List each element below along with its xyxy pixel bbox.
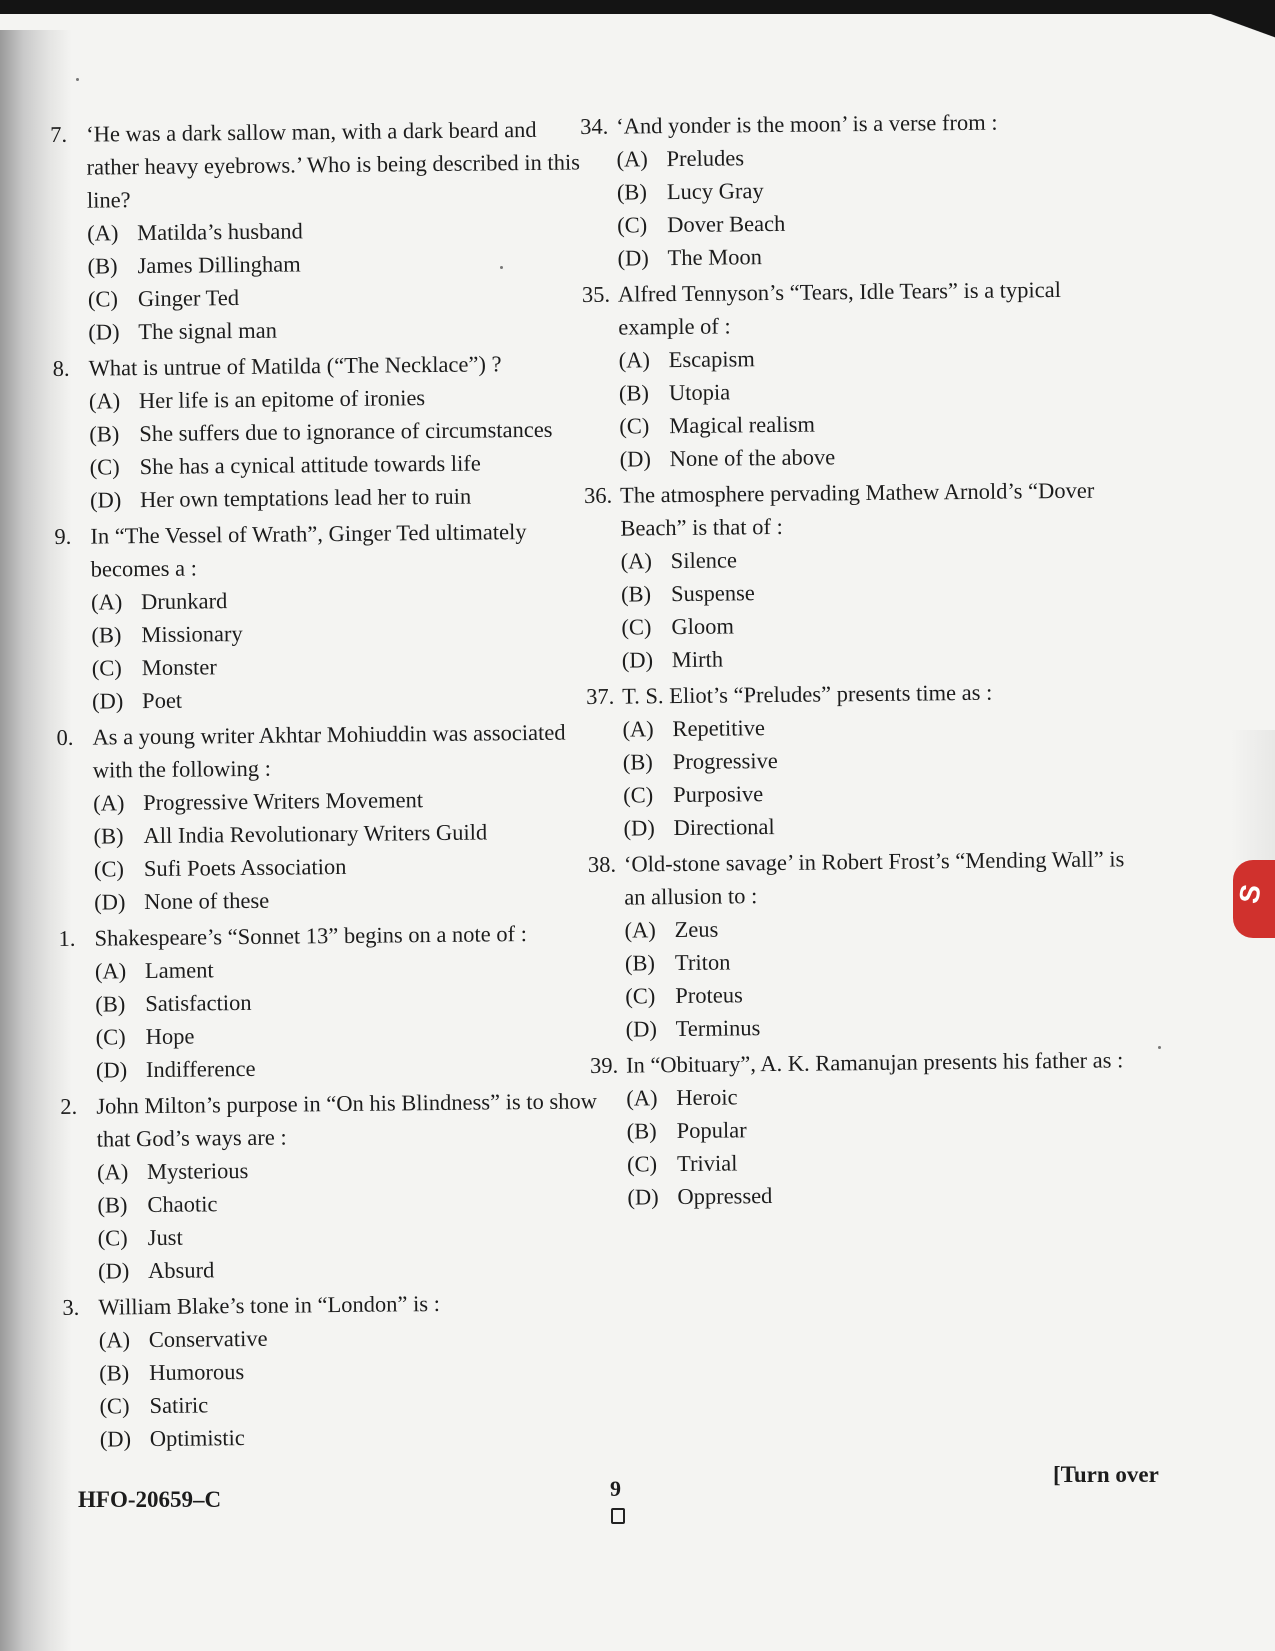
question-text: In “The Vessel of Wrath”, Ginger Ted ultimately becomes a : — [90, 519, 527, 582]
option-text: Drunkard — [140, 588, 228, 615]
question-number: 37. — [586, 683, 615, 709]
option-label: (C) — [626, 1151, 658, 1177]
option-list — [586, 707, 1147, 845]
option-label: (D) — [627, 1184, 659, 1210]
option-text: Her life is an epitome of ironies — [138, 385, 426, 414]
option-label: (C) — [89, 454, 120, 480]
option-label: (D) — [91, 688, 124, 714]
option-label: (A) — [88, 388, 121, 414]
answer-option — [619, 404, 1143, 442]
question-row — [590, 1043, 1150, 1082]
answer-option — [622, 707, 1146, 745]
question-row — [588, 842, 1149, 914]
option-text: Optimistic — [149, 1425, 245, 1452]
answer-option — [91, 613, 595, 651]
question-row — [60, 1084, 601, 1156]
option-list — [57, 781, 598, 919]
option-label: (D) — [625, 1016, 657, 1042]
answer-option — [87, 244, 591, 282]
question-number: 34. — [580, 113, 609, 139]
option-label: (A) — [622, 716, 654, 742]
question-row — [56, 715, 597, 787]
scan-top-edge — [0, 0, 1275, 14]
question-number: 8. — [52, 355, 70, 381]
question-item — [586, 674, 1148, 845]
option-text: Terminus — [675, 1015, 761, 1042]
option-text: Sufi Poets Association — [143, 853, 347, 882]
answer-option — [89, 445, 593, 483]
option-label: (D) — [94, 889, 126, 915]
question-item — [588, 842, 1150, 1046]
answer-option — [621, 572, 1145, 610]
option-text: Progressive Writers Movement — [143, 787, 424, 816]
answer-option — [617, 203, 1141, 241]
option-text: She suffers due to ignorance of circumstances — [139, 416, 553, 447]
question-text: In “Obituary”, A. K. Ramanujan presents his father as : — [625, 1047, 1124, 1078]
question-number: 39. — [589, 1052, 619, 1078]
answer-option — [87, 211, 591, 249]
answer-option — [100, 1417, 604, 1455]
option-text: Silence — [670, 547, 738, 574]
answer-option — [618, 338, 1142, 376]
option-label: (B) — [620, 581, 652, 607]
question-row — [586, 674, 1146, 713]
question-number: 38. — [587, 851, 617, 877]
option-label: (C) — [619, 413, 650, 439]
option-text: Purposive — [673, 781, 764, 808]
option-label: (A) — [626, 1085, 658, 1111]
option-text: Proteus — [675, 982, 743, 1009]
option-list — [582, 338, 1143, 476]
option-label: (C) — [97, 1225, 128, 1251]
answer-option — [627, 1109, 1151, 1147]
option-label: (B) — [89, 421, 120, 447]
option-label: (A) — [98, 1327, 131, 1353]
answer-option — [93, 814, 597, 852]
option-label: (B) — [87, 253, 118, 279]
question-row — [62, 1285, 602, 1324]
option-label: (D) — [88, 319, 120, 345]
answer-option — [92, 646, 596, 684]
option-list — [53, 379, 594, 517]
stamp-letter: S — [1232, 882, 1267, 906]
option-label: (C) — [87, 286, 119, 312]
option-text: The Moon — [667, 244, 763, 271]
answer-option — [625, 941, 1149, 979]
option-label: (A) — [96, 1159, 129, 1185]
answer-option — [622, 638, 1146, 676]
option-label: (C) — [95, 1024, 126, 1050]
question-text: William Blake’s tone in “London” is : — [98, 1290, 441, 1320]
answer-option — [99, 1351, 603, 1389]
option-text: Hope — [145, 1023, 195, 1050]
answer-option — [624, 908, 1148, 946]
option-label: (A) — [620, 548, 653, 574]
option-text: None of the above — [669, 444, 836, 472]
question-row — [582, 272, 1143, 344]
question-text: John Milton’s purpose in “On his Blindness” is to show that God’s ways are : — [96, 1088, 598, 1152]
option-text: Magical realism — [669, 411, 816, 439]
answer-option — [92, 679, 596, 717]
option-list — [61, 1150, 602, 1288]
page-binding-shadow — [0, 30, 52, 1651]
answer-option — [93, 781, 597, 819]
option-text: Ginger Ted — [137, 285, 240, 312]
option-list — [580, 137, 1141, 275]
answer-option — [625, 1007, 1149, 1045]
answer-option — [98, 1249, 602, 1287]
option-text: Progressive — [672, 747, 778, 775]
option-text: Just — [147, 1224, 183, 1251]
option-text: Indifference — [145, 1055, 256, 1083]
answer-option — [89, 412, 593, 450]
question-item — [58, 916, 600, 1087]
turn-over-note: [Turn over — [1053, 1462, 1159, 1487]
option-text: Matilda’s husband — [137, 218, 303, 246]
option-label: (B) — [91, 622, 122, 648]
option-text: Mysterious — [146, 1157, 249, 1185]
option-label: (A) — [624, 917, 656, 943]
option-label: (A) — [616, 146, 648, 172]
option-text: Zeus — [674, 916, 719, 943]
option-label: (B) — [624, 950, 656, 976]
option-text: The signal man — [138, 317, 278, 345]
question-text: The atmosphere pervading Mathew Arnold’s “Dover Beach” is that of : — [619, 477, 1095, 541]
answer-option — [627, 1175, 1151, 1213]
question-item — [582, 272, 1144, 476]
question-item — [580, 104, 1142, 275]
answer-option — [88, 310, 592, 348]
page-box-mark — [611, 1508, 625, 1524]
answer-option — [99, 1318, 603, 1356]
answer-option — [98, 1216, 602, 1254]
question-item — [50, 112, 592, 349]
option-text: Dover Beach — [667, 210, 786, 238]
option-text: Popular — [676, 1117, 747, 1144]
option-text: Conservative — [148, 1325, 268, 1353]
option-list — [585, 539, 1146, 677]
question-text: ‘And yonder is the moon’ is a verse from : — [616, 109, 998, 139]
option-label: (C) — [91, 655, 122, 681]
option-text: Oppressed — [677, 1183, 773, 1210]
option-label: (D) — [99, 1426, 132, 1452]
answer-option — [621, 605, 1145, 643]
option-label: (B) — [97, 1192, 128, 1218]
option-label: (C) — [617, 212, 648, 238]
option-text: Escapism — [668, 346, 755, 373]
option-label: (C) — [623, 782, 654, 808]
question-text: ‘Old-stone savage’ in Robert Frost’s “Mending Wall” is an allusion to : — [623, 846, 1125, 910]
option-label: (A) — [90, 589, 123, 615]
option-text: All India Revolutionary Writers Guild — [143, 819, 488, 849]
option-label: (C) — [621, 614, 652, 640]
option-text: She has a cynical attitude towards life — [139, 450, 481, 480]
question-item — [584, 473, 1146, 677]
right-question-column — [580, 104, 1152, 1217]
option-text: Suspense — [670, 580, 755, 607]
question-text: As a young writer Akhtar Mohiuddin was associated with the following : — [92, 719, 566, 783]
option-label: (D) — [89, 487, 122, 513]
option-text: None of these — [144, 887, 270, 915]
question-item — [52, 346, 594, 517]
option-label: (B) — [99, 1360, 130, 1386]
answer-option — [617, 170, 1141, 208]
scan-speck — [1158, 1046, 1161, 1049]
answer-option — [627, 1142, 1151, 1180]
answer-option — [88, 277, 592, 315]
left-question-column — [50, 112, 604, 1459]
option-text: Absurd — [147, 1257, 215, 1284]
question-number: 3. — [62, 1294, 80, 1320]
question-row — [584, 473, 1145, 545]
option-label: (C) — [93, 856, 124, 882]
question-item — [62, 1285, 604, 1456]
option-text: Missionary — [141, 621, 243, 648]
question-number: 35. — [581, 281, 611, 307]
paper-code: HFO-20659–C — [78, 1487, 222, 1512]
question-row — [54, 514, 595, 586]
option-text: Monster — [141, 654, 217, 681]
option-list — [59, 949, 600, 1087]
question-number: 7. — [50, 121, 68, 147]
question-text: ‘He was a dark sallow man, with a dark beard and rather heavy eyebrows.’ Who is being described in this line? — [86, 116, 581, 213]
option-text: Repetitive — [672, 715, 766, 742]
option-text: Her own temptations lead her to ruin — [139, 483, 472, 513]
answer-option — [619, 371, 1143, 409]
answer-option — [97, 1183, 601, 1221]
option-list — [51, 211, 592, 349]
option-text: Satiric — [149, 1392, 209, 1419]
answer-option — [617, 236, 1141, 274]
option-label: (C) — [625, 983, 656, 1009]
scan-corner-shadow — [1200, 0, 1275, 40]
red-stamp — [1233, 860, 1275, 938]
sticker-shadow — [1230, 730, 1275, 860]
option-text: Heroic — [676, 1084, 738, 1111]
option-text: Preludes — [666, 145, 745, 172]
answer-option — [89, 379, 593, 417]
question-number: 36. — [583, 482, 613, 508]
answer-option — [91, 580, 595, 618]
option-label: (D) — [617, 245, 649, 271]
answer-option — [621, 539, 1145, 577]
option-text: Mirth — [671, 646, 724, 673]
scan-speck — [76, 78, 79, 81]
option-list — [588, 908, 1149, 1046]
question-item — [60, 1084, 602, 1288]
option-text: Lament — [144, 957, 214, 984]
answer-option — [623, 773, 1147, 811]
question-row — [52, 346, 592, 385]
question-number: 9. — [54, 523, 72, 549]
question-row — [58, 916, 598, 955]
answer-option — [94, 847, 598, 885]
option-label: (B) — [616, 179, 647, 205]
option-text: James Dillingham — [137, 251, 301, 279]
option-label: (B) — [95, 991, 126, 1017]
option-label: (D) — [621, 647, 654, 673]
option-label: (A) — [618, 347, 650, 373]
option-label: (B) — [618, 380, 650, 406]
option-label: (D) — [619, 446, 652, 472]
answer-option — [94, 880, 598, 918]
answer-option — [95, 1015, 599, 1053]
answer-option — [623, 740, 1147, 778]
option-text: Chaotic — [147, 1191, 218, 1218]
answer-option — [616, 137, 1140, 175]
question-text: T. S. Eliot’s “Preludes” presents time as : — [622, 679, 993, 709]
option-text: Directional — [673, 814, 775, 841]
question-number: 1. — [58, 925, 76, 951]
answer-option — [96, 1048, 600, 1086]
option-text: Poet — [141, 687, 183, 714]
option-label: (A) — [93, 790, 125, 816]
question-text: Alfred Tennyson’s “Tears, Idle Tears” is a typical example of : — [617, 276, 1062, 340]
option-text: Gloom — [671, 613, 735, 640]
option-label: (C) — [99, 1393, 130, 1419]
option-label: (D) — [97, 1258, 130, 1284]
answer-option — [99, 1384, 603, 1422]
page-number: 9 — [610, 1476, 621, 1501]
answer-option — [90, 478, 594, 516]
option-label: (D) — [95, 1057, 128, 1083]
answer-option — [626, 1076, 1150, 1114]
option-text: Utopia — [668, 379, 731, 406]
answer-option — [95, 949, 599, 987]
question-number: 0. — [56, 724, 74, 750]
option-text: Lucy Gray — [666, 178, 764, 205]
option-label: (B) — [626, 1118, 657, 1144]
question-item — [590, 1043, 1152, 1214]
option-list — [63, 1318, 604, 1456]
question-row — [580, 104, 1140, 143]
answer-option — [95, 982, 599, 1020]
question-text: Shakespeare’s “Sonnet 13” begins on a note of : — [94, 921, 528, 951]
answer-option — [623, 806, 1147, 844]
answer-option — [619, 437, 1143, 475]
option-label: (B) — [622, 749, 653, 775]
question-item — [56, 715, 598, 919]
answer-option — [97, 1150, 601, 1188]
question-row — [50, 112, 591, 217]
question-item — [54, 514, 596, 718]
option-label: (A) — [94, 958, 127, 984]
option-text: Trivial — [676, 1150, 738, 1177]
question-number: 2. — [60, 1093, 78, 1119]
option-text: Triton — [674, 949, 731, 976]
option-text: Humorous — [149, 1359, 245, 1386]
option-label: (B) — [93, 823, 124, 849]
answer-option — [625, 974, 1149, 1012]
question-text: What is untrue of Matilda (“The Necklace”) ? — [88, 351, 502, 381]
option-label: (A) — [87, 220, 119, 246]
option-text: Satisfaction — [145, 989, 252, 1017]
option-list — [55, 580, 596, 718]
option-label: (D) — [623, 815, 655, 841]
option-list — [590, 1076, 1151, 1214]
